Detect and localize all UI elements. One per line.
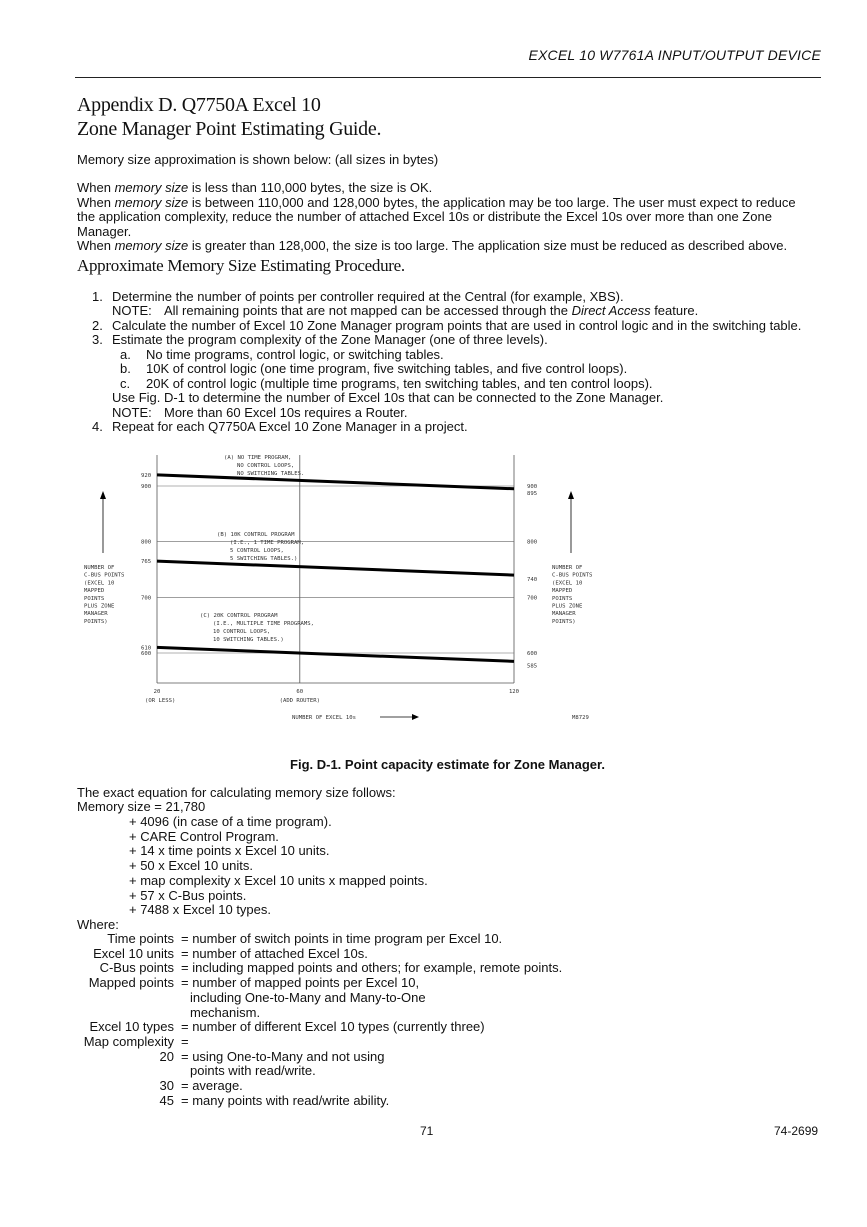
note-2-label: NOTE: [112, 405, 152, 420]
equation-term: + CARE Control Program. [129, 828, 279, 844]
condition-3: When memory size is greater than 128,000, the size is too large. The application size must be reduced as described above. [77, 238, 788, 253]
definition-term: 30 [159, 1078, 174, 1093]
definition-text: = including mapped points and others; for example, remote points. [181, 960, 563, 976]
right-axis-label: MAPPED [552, 588, 573, 595]
definition-text: = using One-to-Many and not using [181, 1048, 385, 1064]
annotation-b: 5 SWITCHING TABLES.) [230, 556, 298, 562]
left-axis-label: MANAGER [84, 611, 108, 618]
right-axis-label: POINTS [552, 595, 573, 602]
substep-a: No time programs, control logic, or switching tables. [146, 347, 444, 362]
step-3: Estimate the program complexity of the Zone Manager (one of three levels). [112, 332, 548, 347]
left-axis-label: (EXCEL 10 [84, 580, 115, 587]
substep-a-label: a. [120, 347, 131, 362]
series-line-c [157, 647, 514, 661]
condition-2-line3: Manager. [77, 224, 132, 239]
note-2: More than 60 Excel 10s requires a Router. [164, 405, 408, 420]
condition-1: When memory size is less than 110,000 bytes, the size is OK. [77, 180, 433, 195]
step-number-4: 4. [92, 419, 103, 434]
x-sub-mid: (ADD ROUTER) [279, 698, 321, 704]
y-tick-right: 700 [527, 595, 538, 602]
annotation-a: NO CONTROL LOOPS, [237, 463, 295, 469]
annotation-a: NO SWITCHING TABLES. [237, 471, 305, 477]
right-axis-label: NUMBER OF [552, 565, 583, 571]
right-axis-label: C-BUS POINTS [552, 572, 593, 579]
series-end-label: 740 [527, 577, 538, 584]
right-axis-label: PLUS ZONE [552, 603, 583, 610]
definition-term: C-Bus points [99, 960, 174, 976]
y-tick-right: 600 [527, 651, 538, 657]
annotation-c: 10 CONTROL LOOPS, [213, 629, 271, 635]
substep-c: 20K of control logic (multiple time programs, ten switching tables, and ten control loops). [146, 376, 653, 391]
definition-text: = [181, 1033, 189, 1049]
left-axis-label: MAPPED [84, 588, 105, 595]
equation-term: + 50 x Excel 10 units. [129, 858, 253, 874]
up-arrow-icon [100, 491, 106, 499]
series-line-a [157, 475, 514, 489]
procedure-heading: Approximate Memory Size Estimating Procedure. [77, 256, 405, 275]
y-tick-right: 900 [527, 484, 538, 490]
where-label: Where: [77, 917, 119, 932]
equation-term: + 7488 x Excel 10 types. [129, 902, 272, 918]
equation-intro: The exact equation for calculating memory size follows: [77, 785, 396, 800]
document-number: 74-2699 [774, 1124, 819, 1138]
step-2: Calculate the number of Excel 10 Zone Manager program points that are used in control logic and in the switching table. [112, 318, 802, 333]
annotation-b: 5 CONTROL LOOPS, [230, 548, 284, 554]
y-tick-left: 900 [141, 484, 152, 490]
right-axis-label: POINTS) [552, 618, 576, 625]
series-end-label: 895 [527, 490, 538, 497]
annotation-b: (I.E., 1 TIME PROGRAM, [230, 540, 305, 546]
x-tick: 60 [296, 689, 304, 695]
use-figure-text: Use Fig. D-1 to determine the number of Excel 10s that can be connected to the Zone Manager. [112, 390, 664, 405]
definition-text: points with read/write. [190, 1063, 316, 1079]
equation-term: + 14 x time points x Excel 10 units. [129, 843, 330, 859]
right-axis-label: (EXCEL 10 [552, 580, 583, 587]
definition-text: = number of different Excel 10 types (currently three) [181, 1019, 485, 1035]
annotation-b: (B) 10K CONTROL PROGRAM [217, 532, 295, 538]
definition-term: Mapped points [88, 975, 174, 991]
left-axis-label: C-BUS POINTS [84, 572, 125, 579]
x-sub-left: (OR LESS) [145, 698, 176, 704]
note-1: All remaining points that are not mapped can be accessed through the Direct Access feature. [164, 303, 699, 318]
series-start-label: 765 [141, 559, 152, 566]
series-line-b [157, 561, 514, 575]
definition-text: = number of switch points in time program per Excel 10. [181, 931, 503, 946]
x-tick: 120 [508, 689, 520, 695]
point-capacity-chart [0, 440, 867, 740]
annotation-a: (A) NO TIME PROGRAM, [224, 455, 292, 461]
y-tick-left: 800 [141, 539, 152, 546]
definition-text: including One-to-Many and Many-to-One [190, 989, 426, 1005]
y-tick-left: 600 [141, 651, 152, 657]
condition-2: When memory size is between 110,000 and 128,000 bytes, the application may be too large. The user must expect to reduce [77, 195, 796, 210]
left-axis-label: POINTS [84, 595, 105, 602]
series-start-label: 920 [141, 472, 152, 479]
definition-term: Map complexity [83, 1033, 174, 1049]
step-4: Repeat for each Q7750A Excel 10 Zone Manager in a project. [112, 419, 468, 434]
definition-text: = number of mapped points per Excel 10, [181, 975, 420, 991]
definition-term: Excel 10 units [93, 945, 174, 961]
appendix-title-line1: Appendix D. Q7750A Excel 10 [77, 94, 321, 116]
definition-term: 20 [159, 1048, 174, 1064]
figure-code: M8729 [572, 715, 589, 721]
step-number-2: 2. [92, 318, 103, 333]
definition-text: = average. [181, 1078, 243, 1093]
intro-text: Memory size approximation is shown below: (all sizes in bytes) [77, 152, 439, 167]
up-arrow-icon [568, 491, 574, 499]
substep-b: 10K of control logic (one time program, five switching tables, and five control loops). [146, 361, 628, 376]
annotation-c: (C) 20K CONTROL PROGRAM [200, 613, 278, 619]
left-axis-label: POINTS) [84, 618, 108, 625]
appendix-title-line2: Zone Manager Point Estimating Guide. [77, 118, 382, 140]
step-1: Determine the number of points per controller required at the Central (for example, XBS). [112, 289, 624, 304]
left-axis-label: NUMBER OF [84, 565, 115, 571]
substep-c-label: c. [120, 376, 131, 391]
y-tick-right: 800 [527, 539, 538, 546]
definition-text: = number of attached Excel 10s. [181, 945, 368, 961]
x-tick: 20 [153, 689, 161, 695]
figure-caption: Fig. D-1. Point capacity estimate for Zone Manager. [290, 757, 605, 772]
left-axis-label: PLUS ZONE [84, 603, 115, 610]
step-number-3: 3. [92, 332, 103, 347]
x-axis-arrow-icon [412, 714, 419, 720]
definition-text: = many points with read/write ability. [181, 1092, 390, 1108]
substep-b-label: b. [120, 361, 131, 376]
equation-term: + map complexity x Excel 10 units x mapped points. [129, 872, 428, 888]
note-1-label: NOTE: [112, 303, 152, 318]
definition-term: Time points [107, 931, 174, 946]
equation-term: + 4096 (in case of a time program). [129, 814, 332, 829]
right-axis-label: MANAGER [552, 611, 576, 618]
running-header: EXCEL 10 W7761A INPUT/OUTPUT DEVICE [528, 47, 821, 63]
equation-base: Memory size = 21,780 [77, 799, 206, 814]
x-axis-label: NUMBER OF EXCEL 10s [292, 715, 356, 721]
header-rule [75, 77, 821, 78]
series-end-label: 585 [527, 663, 538, 670]
definition-term: 45 [159, 1092, 174, 1108]
definition-term: Excel 10 types [89, 1019, 174, 1035]
y-tick-left: 700 [141, 595, 152, 602]
equation-term: + 57 x C-Bus points. [129, 887, 247, 903]
condition-2-line2: the application complexity, reduce the number of attached Excel 10s or distribute the Excel 10s over more than one Zone [77, 209, 772, 224]
page-number: 71 [420, 1124, 434, 1138]
definition-text: mechanism. [190, 1004, 261, 1020]
series-start-label: 610 [141, 645, 152, 652]
step-number-1: 1. [92, 289, 103, 304]
annotation-c: (I.E., MULTIPLE TIME PROGRAMS, [213, 621, 315, 627]
annotation-c: 10 SWITCHING TABLES.) [213, 637, 284, 643]
